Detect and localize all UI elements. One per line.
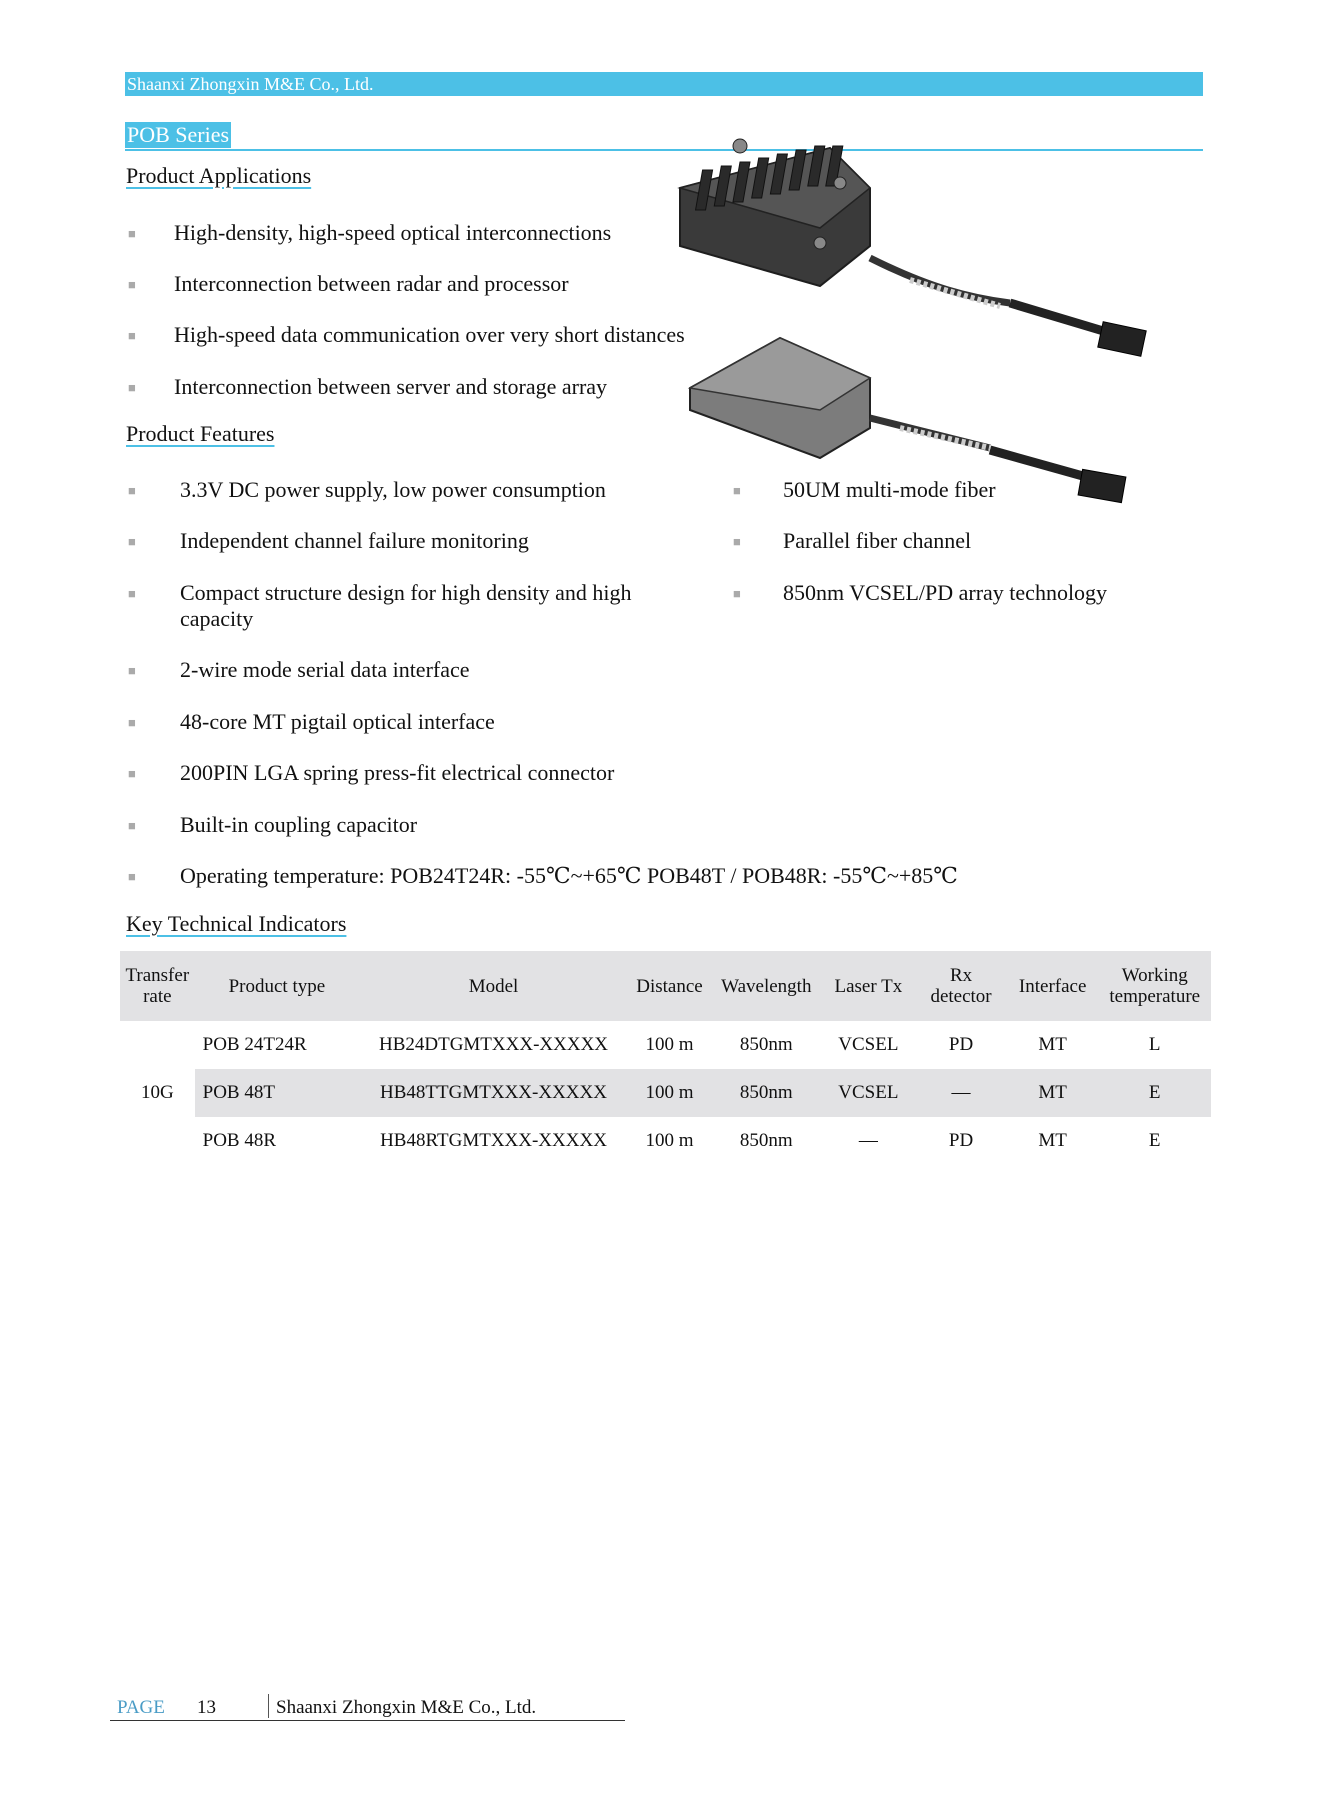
heatsink-module	[680, 139, 1146, 356]
column-header: Distance	[628, 951, 711, 1021]
header-band	[125, 72, 1203, 96]
laser-tx-cell: VCSEL	[838, 1034, 899, 1055]
wavelength-cell: 850nm	[739, 1034, 793, 1055]
feature-text: 850nm VCSEL/PD array technology	[783, 580, 1108, 605]
footer-company: Shaanxi Zhongxin M&E Co., Ltd.	[276, 1697, 537, 1718]
product-type-cell: POB 48R	[202, 1130, 277, 1151]
feature-text: Independent channel failure monitoring	[180, 528, 529, 553]
column-header: Wavelength	[711, 951, 821, 1021]
bullet-icon: ■	[128, 869, 136, 884]
bullet-icon: ■	[733, 586, 741, 601]
applications-heading: Product Applications	[126, 163, 312, 188]
bullet-icon: ■	[128, 766, 136, 781]
bullet-icon: ■	[128, 818, 136, 833]
bullet-icon: ■	[128, 328, 136, 343]
column-header: Interface	[1007, 951, 1099, 1021]
bullet-icon: ■	[733, 483, 741, 498]
table-row	[120, 1117, 1211, 1165]
spec-table	[120, 951, 1211, 1165]
feature-text: Built-in coupling capacitor	[180, 812, 418, 837]
feature-text: Compact structure design for high density and high capacity	[180, 580, 632, 631]
application-text: Interconnection between server and storage array	[174, 374, 608, 399]
footer-page-label: PAGE	[117, 1697, 165, 1718]
application-text: High-density, high-speed optical interconnections	[174, 220, 612, 245]
interface-cell: MT	[1038, 1130, 1067, 1151]
temperature-cell: E	[1148, 1130, 1161, 1151]
model-cell: HB48TTGMTXXX-XXXXX	[359, 1069, 628, 1117]
laser-tx-cell: VCSEL	[822, 1069, 916, 1117]
transfer-rate-cell: 10G	[140, 1082, 174, 1103]
column-header: Rx detector	[915, 951, 1007, 1021]
column-header: Laser Tx	[822, 951, 916, 1021]
column-header: Product type	[195, 951, 360, 1021]
interface-cell: MT	[1007, 1069, 1099, 1117]
model-cell: HB24DTGMTXXX-XXXXX	[378, 1034, 609, 1055]
feature-text: 200PIN LGA spring press-fit electrical connector	[180, 760, 615, 785]
footer-divider	[268, 1694, 269, 1718]
application-text: Interconnection between radar and processor	[174, 271, 569, 296]
application-text: High-speed data communication over very short distances	[174, 322, 685, 347]
laser-tx-cell: —	[858, 1130, 878, 1151]
column-header: Model	[359, 951, 628, 1021]
bullet-icon: ■	[128, 586, 136, 601]
wavelength-cell: 850nm	[739, 1130, 793, 1151]
bullet-icon: ■	[128, 226, 136, 241]
bullet-icon: ■	[128, 380, 136, 395]
bullet-icon: ■	[733, 534, 741, 549]
table-row	[120, 1069, 1211, 1117]
table-header-row	[120, 951, 1211, 1021]
bullet-icon: ■	[128, 715, 136, 730]
bullet-icon: ■	[128, 483, 136, 498]
footer-page-number: 13	[197, 1697, 216, 1718]
column-header: Working temperature	[1098, 951, 1211, 1021]
bullet-icon: ■	[128, 663, 136, 678]
feature-text: 2-wire mode serial data interface	[180, 657, 470, 682]
interface-cell: MT	[1038, 1034, 1067, 1055]
product-type-cell: POB 48T	[195, 1069, 360, 1117]
model-cell: HB48RTGMTXXX-XXXXX	[380, 1130, 607, 1151]
rx-detector-cell: PD	[948, 1130, 974, 1151]
bullet-icon: ■	[128, 277, 136, 292]
distance-cell: 100 m	[628, 1069, 711, 1117]
temperature-cell: E	[1098, 1069, 1211, 1117]
distance-cell: 100 m	[645, 1034, 694, 1055]
header-company: Shaanxi Zhongxin M&E Co., Ltd.	[127, 74, 374, 94]
temperature-cell: L	[1148, 1034, 1161, 1055]
rx-detector-cell: —	[915, 1069, 1007, 1117]
table-row	[120, 1021, 1211, 1069]
features-heading: Product Features	[126, 421, 275, 446]
rx-detector-cell: PD	[948, 1034, 974, 1055]
product-type-cell: POB 24T24R	[202, 1034, 307, 1055]
column-header: Transfer rate	[120, 951, 195, 1021]
series-title: POB Series	[127, 122, 230, 147]
wavelength-cell: 850nm	[711, 1069, 821, 1117]
distance-cell: 100 m	[645, 1130, 694, 1151]
feature-text: Operating temperature: POB24T24R: -55℃~+65℃ POB48T / POB48R: -55℃~+85℃	[180, 863, 958, 888]
bullet-icon: ■	[128, 534, 136, 549]
feature-text: 48-core MT pigtail optical interface	[180, 709, 495, 734]
feature-text: Parallel fiber channel	[783, 528, 972, 553]
feature-text: 50UM multi-mode fiber	[783, 477, 996, 502]
indicators-heading: Key Technical Indicators	[126, 911, 347, 936]
feature-text: 3.3V DC power supply, low power consumption	[180, 477, 606, 502]
